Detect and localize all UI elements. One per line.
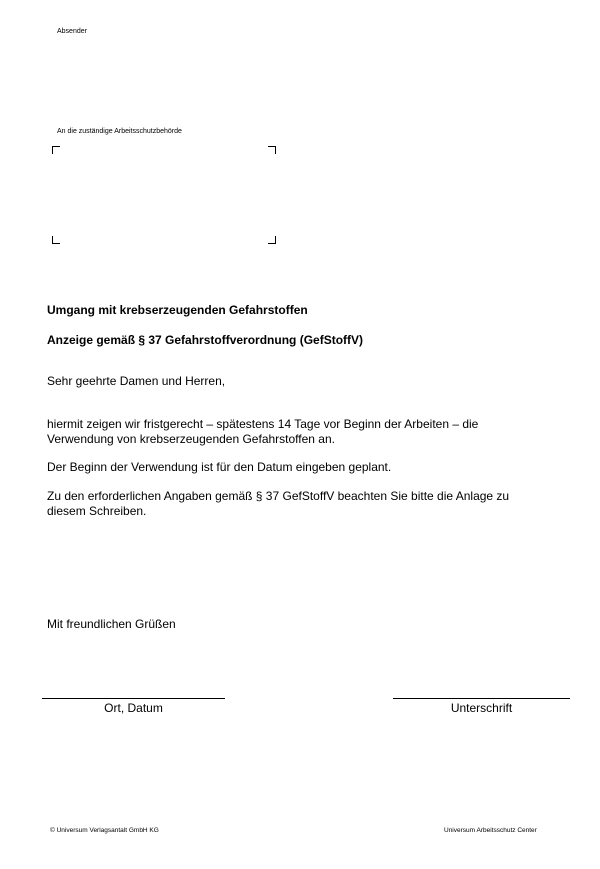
footer-copyright: © Universum Verlagsantalt GmbH KG	[50, 827, 159, 834]
closing: Mit freundlichen Grüßen	[47, 617, 176, 631]
signature-label: Unterschrift	[450, 701, 513, 715]
paragraph-1-line-1: hiermit zeigen wir fristgerecht – spätestens 14 Tage vor Beginn der Arbeiten – die	[47, 417, 479, 431]
subject-line-1: Umgang mit krebserzeugenden Gefahrstoffen	[47, 303, 308, 317]
salutation: Sehr geehrte Damen und Herren,	[47, 374, 226, 388]
recipient-label: An die zuständige Arbeitsschutzbehörde	[57, 128, 182, 135]
address-corner-bottom-right	[268, 236, 276, 244]
address-corner-top-left	[52, 146, 60, 154]
paragraph-1-line-2: Verwendung von krebserzeugenden Gefahrstoffen an.	[47, 432, 335, 446]
subject-line-2: Anzeige gemäß § 37 Gefahrstoffverordnung (GefStoffV)	[47, 333, 364, 347]
place-date-label: Ort, Datum	[104, 701, 163, 715]
paragraph-2: Der Beginn der Verwendung ist für den Datum eingeben geplant.	[47, 460, 392, 474]
signature-line-signature	[393, 698, 570, 699]
sender-label: Absender	[57, 28, 87, 35]
paragraph-3-line-2: diesem Schreiben.	[47, 504, 147, 518]
address-corner-top-right	[268, 146, 276, 154]
paragraph-3-line-1: Zu den erforderlichen Angaben gemäß § 37 GefStoffV beachten Sie bitte die Anlage zu	[47, 489, 510, 503]
footer-publisher: Universum Arbeitsschutz Center	[444, 827, 537, 834]
signature-line-place-date	[42, 698, 225, 699]
address-corner-bottom-left	[52, 236, 60, 244]
